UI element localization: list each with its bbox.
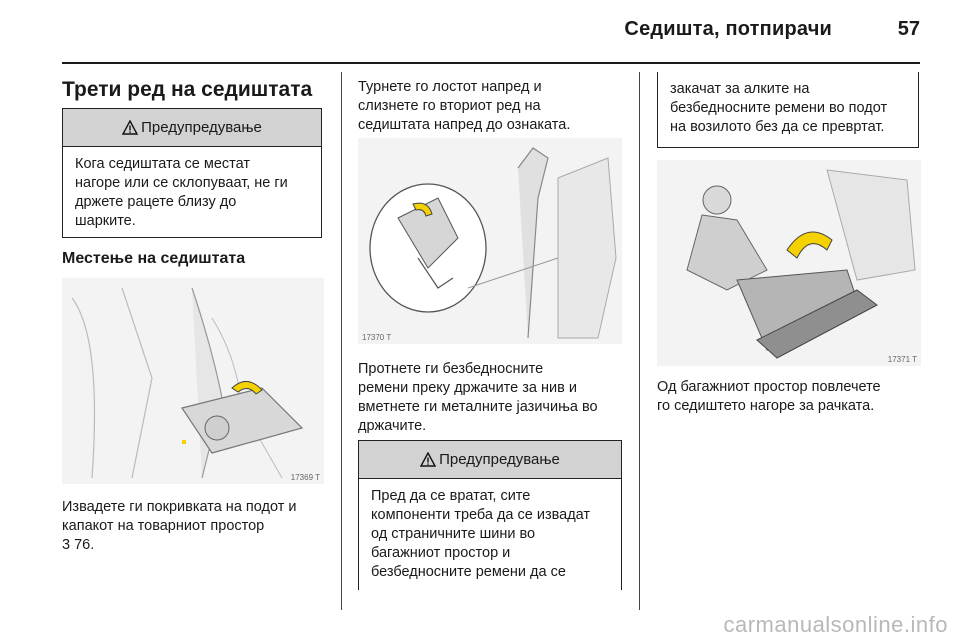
warning-label: Предупредување	[439, 451, 560, 468]
intro-text-col2: Турнете го лостот напред и слизнете го вториот ред на седиштата напред до ознаката.	[358, 79, 571, 133]
warning-text: Кога седиштата се местат нагоре или се склопуваат, не ги држете рацете близу до шарките.	[75, 156, 288, 229]
body-text-col1: Извадете ги покривката на подот и капакот на товарниот простор 3 76.	[62, 499, 297, 553]
illustration-seatbelt-holder	[358, 138, 622, 344]
watermark: carmanualsonline.info	[723, 612, 948, 637]
page-header-title: Седишта, потпирачи	[624, 18, 832, 40]
warning-box-2	[358, 440, 622, 590]
figure-code: 17370 T	[362, 333, 392, 342]
body-text-col2: Протнете ги безбедносните ремени преку држачите за нив и вметнете ги металните јазичиња во држачите.	[358, 361, 598, 434]
column-divider-2	[639, 72, 640, 610]
header-divider	[62, 62, 920, 64]
column-divider-1	[341, 72, 342, 610]
warning-label: Предупредување	[141, 119, 262, 136]
warning-box-2-continued	[657, 72, 919, 148]
illustration-pull-seat	[657, 160, 921, 366]
warning-text: Пред да се вратат, сите компоненти треба да се извадат од страничните шини во багажниот простор и безбедносните ремени да се	[371, 488, 591, 580]
warning-header	[63, 109, 321, 147]
warning-header	[359, 441, 621, 479]
warning-text: закачат за алките на безбедносните ремени во подот на возилото без да се превртат.	[670, 81, 888, 135]
warning-box-1	[62, 108, 322, 238]
illustration-floor-cover	[62, 278, 324, 484]
warning-triangle-icon	[420, 452, 436, 468]
figure-code: 17371 T	[887, 355, 917, 364]
figure-code: 17369 T	[290, 473, 320, 482]
subheading-seat-adjust: Местење на седиштата	[62, 250, 246, 267]
section-title: Трети ред на седиштата	[62, 78, 313, 101]
body-text-col3: Од багажниот простор повлечете го седиштето нагоре за рачката.	[657, 379, 881, 414]
page-number: 57	[897, 18, 920, 40]
warning-triangle-icon	[122, 120, 138, 136]
